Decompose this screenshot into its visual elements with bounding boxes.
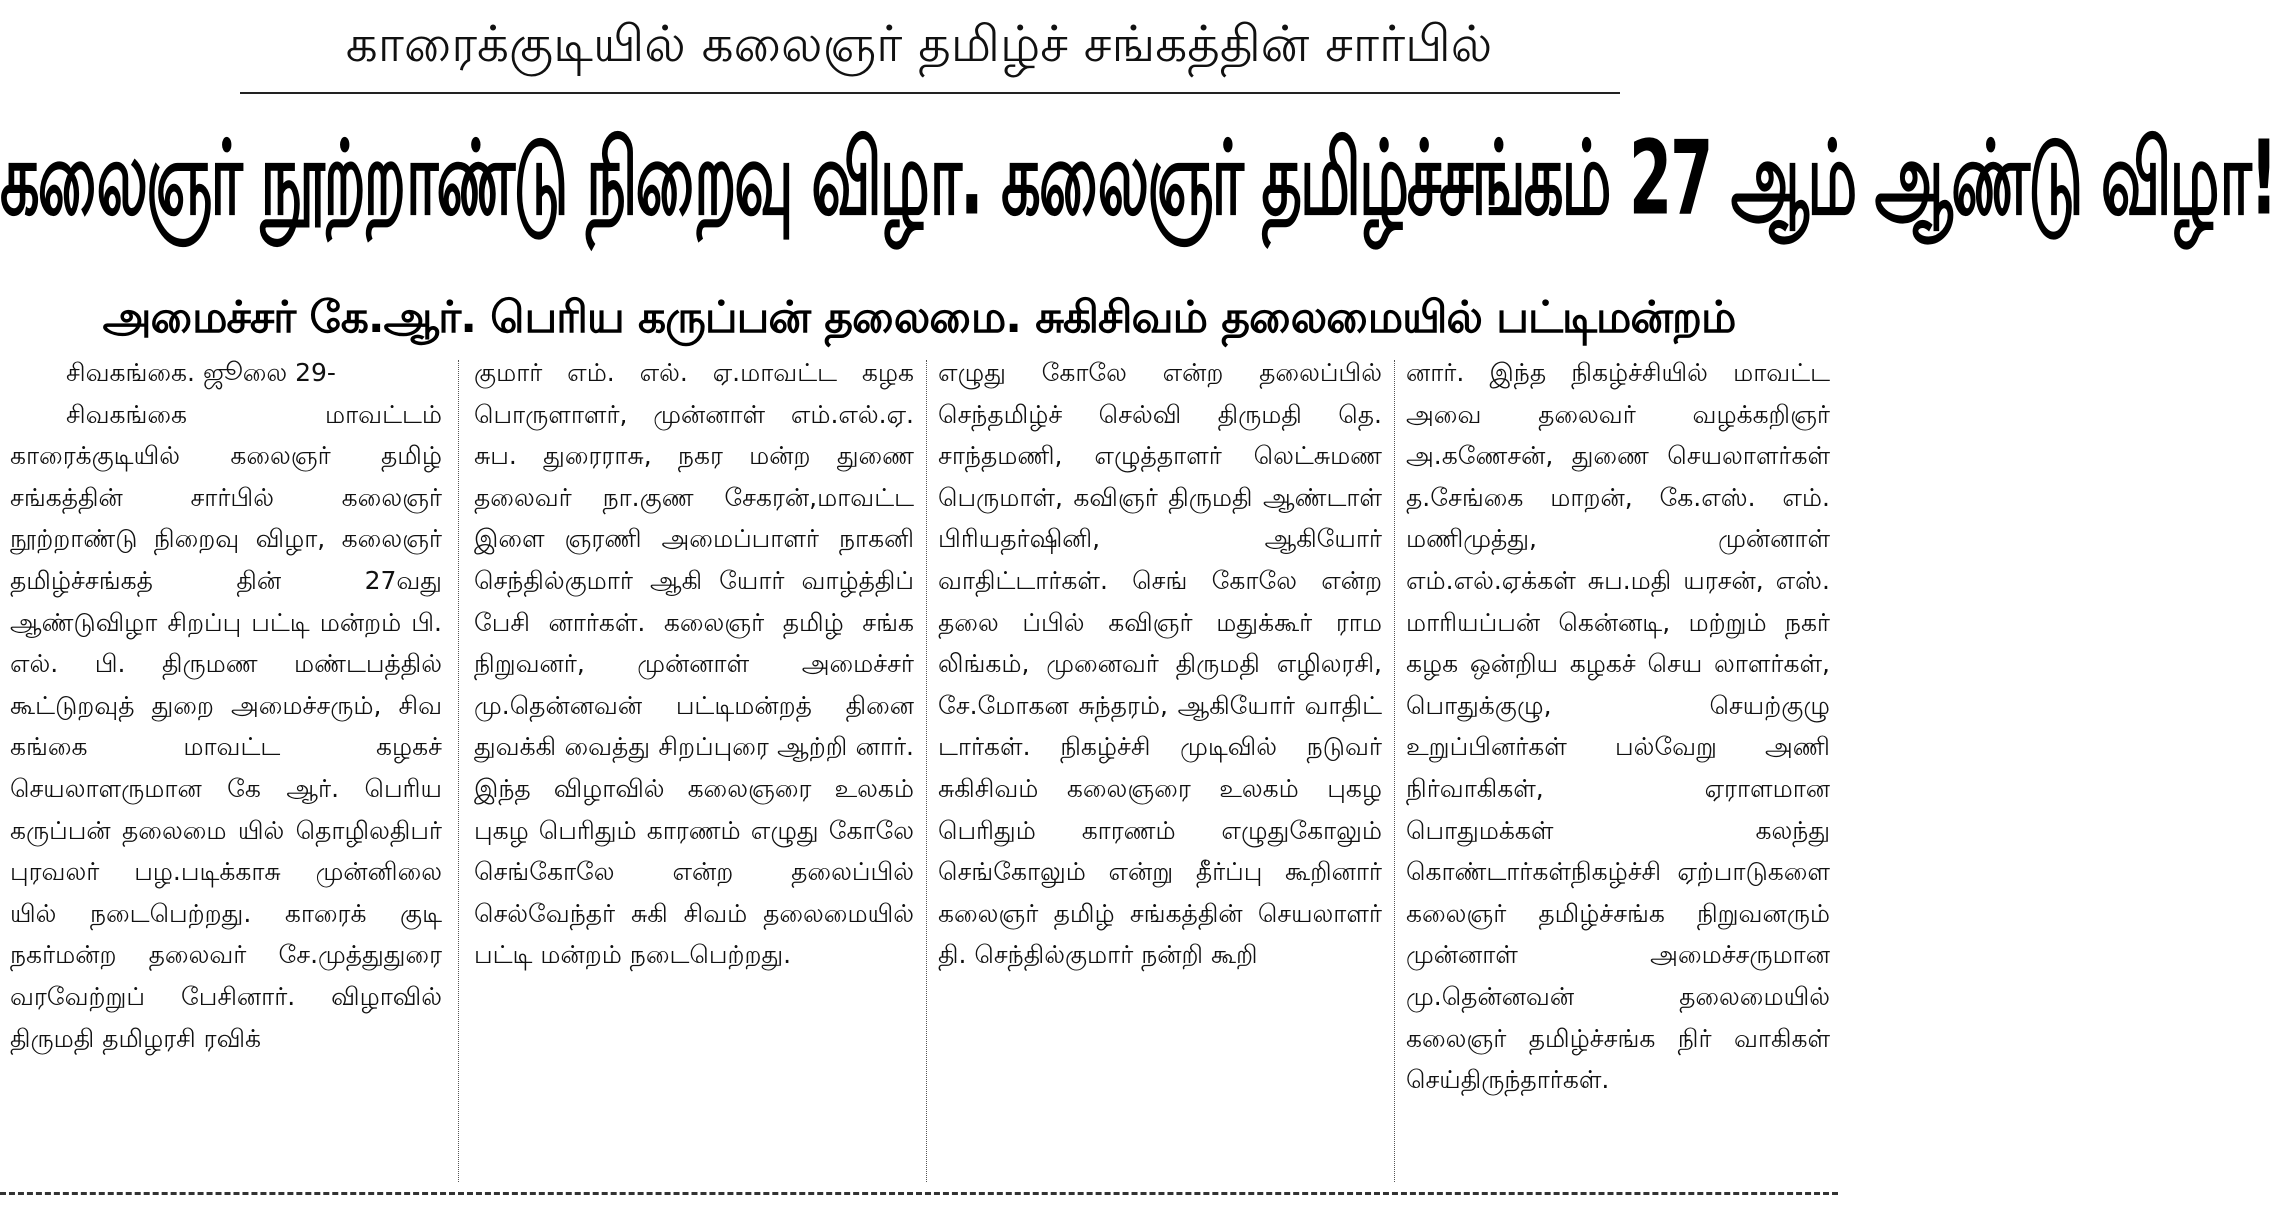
column-divider xyxy=(926,360,927,1182)
column-3 xyxy=(938,352,1382,1190)
column-2-text: குமார் எம். எல். ஏ.மாவட்ட கழக பொருளாளர், முன்னாள் எம்.எல்.ஏ. சுப. துரைராசு, நகர மன்ற துணை தலைவர் நா.குண சேகரன்,மாவட்ட இளை ஞரணி அமைப்பாளர் நாகனி செந்தில்குமார் ஆகி யோர் வாழ்த்திப் பேசி னார்கள். கலைஞர் தமிழ் சங்க நிறுவனர், முன்னாள் அமைச்சர் மு.தென்னவன் பட்டிமன்றத் தினை துவக்கி வைத்து சிறப்புரை ஆற்றி னார். இந்த விழாவில் கலைஞரை உலகம் புகழ பெரிதும் காரணம் எழுது கோலே செங்கோலே என்ற தலைப்பில் செல்வேந்தர் சுகி சிவம் தலைமையில் பட்டி மன்றம் நடைபெற்றது. xyxy=(474,358,914,970)
column-1 xyxy=(10,352,442,1190)
kicker-line: காரைக்குடியில் கலைஞர் தமிழ்ச் சங்கத்தின் சார்பில் xyxy=(345,15,1493,73)
column-4 xyxy=(1406,352,1830,1190)
column-4-text: னார். இந்த நிகழ்ச்சியில் மாவட்ட அவை தலைவர் வழக்கறிஞர் அ.கணேசன், துணை செயலாளர்கள் த.சேங்கை மாறன், கே.எஸ். எம். மணிமுத்து, முன்னாள் எம்.எல்.ஏக்கள் சுப.மதி யரசன், எஸ். மாரியப்பன் கென்னடி, மற்றும் நகர் கழக ஒன்றிய கழகச் செய லாளர்கள், பொதுக்குழு, செயற்குழு உறுப்பினர்கள் பல்வேறு அணி நிர்வாகிகள், ஏராளமான பொதுமக்கள் கலந்து கொண்டார்கள்நிகழ்ச்சி ஏற்பாடுகளை கலைஞர் தமிழ்ச்சங்க நிறுவனரும் முன்னாள் அமைச்சருமான மு.தென்னவன் தலைமையில் கலைஞர் தமிழ்ச்சங்க நிர் வாகிகள் செய்திருந்தார்கள். xyxy=(1406,358,1830,1095)
column-divider xyxy=(1394,360,1395,1182)
column-1-text: சிவகங்கை மாவட்டம் காரைக்குடியில் கலைஞர் தமிழ் சங்கத்தின் சார்பில் கலைஞர் நூற்றாண்டு நிறைவு விழா, கலைஞர் தமிழ்ச்சங்கத் தின் 27வது ஆண்டுவிழா சிறப்பு பட்டி மன்றம் பி. எல். பி. திருமண மண்டபத்தில் கூட்டுறவுத் துறை அமைச்சரும், சிவ கங்கை மாவட்ட கழகச் செயலாளருமான கே ஆர். பெரிய கருப்பன் தலைமை யில் தொழிலதிபர் புரவலர் பழ.படிக்காசு முன்னிலை யில் நடைபெற்றது. காரைக் குடி நகர்மன்ற தலைவர் சே.முத்துதுரை வரவேற்றுப் பேசினார். விழாவில் திருமதி தமிழரசி ரவிக் xyxy=(10,399,442,1053)
bottom-dashed-border xyxy=(0,1192,1838,1195)
column-2 xyxy=(474,352,914,1190)
column-3-text: எழுது கோலே என்ற தலைப்பில் செந்தமிழ்ச் செல்வி திருமதி தெ. சாந்தமணி, எழுத்தாளர் லெட்சுமண பெருமாள், கவிஞர் திருமதி ஆண்டாள் பிரியதர்ஷினி, ஆகியோர் வாதிட்டார்கள். செங் கோலே என்ற தலை ப்பில் கவிஞர் மதுக்கூர் ராம லிங்கம், முனைவர் திருமதி எழிலரசி, சே.மோகன சுந்தரம், ஆகியோர் வாதிட் டார்கள். நிகழ்ச்சி முடிவில் நடுவர் சுகிசிவம் கலைஞரை உலகம் புகழ பெரிதும் காரணம் எழுதுகோலும் செங்கோலும் என்று தீர்ப்பு கூறினார் கலைஞர் தமிழ் சங்கத்தின் செயலாளர் தி. செந்தில்குமார் நன்றி கூறி xyxy=(938,358,1382,970)
column-divider xyxy=(458,360,459,1182)
dateline: சிவகங்கை. ஜூலை 29- xyxy=(66,358,336,387)
article-body xyxy=(0,352,1838,1190)
headline: கலைஞர் நூற்றாண்டு நிறைவு விழா. கலைஞர் தமிழ்ச்சங்கம் 27 ஆம் ஆண்டு விழா! xyxy=(0,117,2276,239)
subheadline: அமைச்சர் கே.ஆர். பெரிய கருப்பன் தலைமை. சுகிசிவம் தலைமையில் பட்டிமன்றம் xyxy=(102,292,1736,343)
